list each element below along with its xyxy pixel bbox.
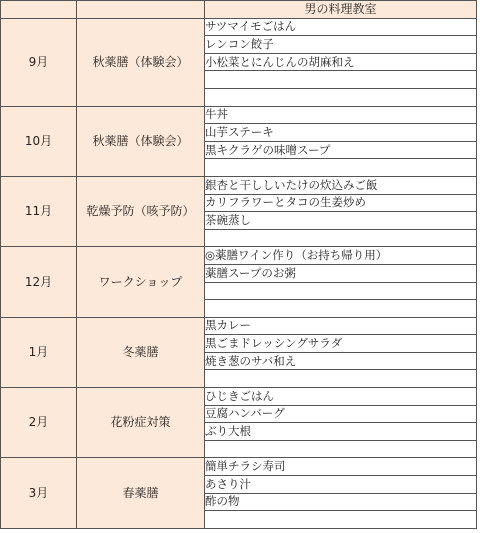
dish-cell: ◎薬膳ワイン作り（お持ち帰り用） — [205, 247, 477, 265]
dish-cell: 黒ごまドレッシングサラダ — [205, 335, 477, 353]
dish-cell — [205, 229, 477, 247]
dish-cell: ひじきごはん — [205, 388, 477, 406]
theme-cell: 春薬膳 — [77, 458, 205, 528]
theme-cell: 花粉症対策 — [77, 388, 205, 458]
dish-cell: 黒キクラゲの味噌スープ — [205, 141, 477, 159]
theme-cell: 乾燥予防（咳予防） — [77, 176, 205, 246]
dish-cell: カリフラワーとタコの生姜炒め — [205, 194, 477, 212]
dish-cell: 簡単チラシ寿司 — [205, 458, 477, 476]
dish-cell — [205, 440, 477, 458]
dish-cell — [205, 71, 477, 89]
month-cell: 12月 — [1, 247, 77, 317]
dish-cell: 焼き葱のサバ和え — [205, 352, 477, 370]
dish-cell: 茶碗蒸し — [205, 212, 477, 230]
header-blank-month — [1, 1, 77, 19]
class-title: 男の料理教室 — [205, 1, 477, 19]
dish-cell: 酢の物 — [205, 493, 477, 511]
dish-cell: あさり汁 — [205, 476, 477, 494]
dish-row — [1, 176, 477, 194]
dish-cell: 豆腐ハンバーグ — [205, 405, 477, 423]
dish-row — [1, 106, 477, 124]
schedule-body — [1, 1, 477, 529]
header-row — [1, 1, 477, 19]
dish-cell — [205, 370, 477, 388]
dish-cell: 黒カレー — [205, 317, 477, 335]
dish-row — [1, 18, 477, 36]
theme-cell: 秋薬膳（体験会） — [77, 106, 205, 176]
month-cell: 9月 — [1, 18, 77, 106]
dish-cell: 薬膳スープのお粥 — [205, 264, 477, 282]
dish-row — [1, 247, 477, 265]
theme-cell: ワークショップ — [77, 247, 205, 317]
month-cell: 1月 — [1, 317, 77, 387]
dish-cell — [205, 88, 477, 106]
dish-cell: サツマイモごはん — [205, 18, 477, 36]
dish-cell — [205, 282, 477, 300]
month-cell: 3月 — [1, 458, 77, 528]
dish-cell: ぶり大根 — [205, 423, 477, 441]
header-blank-theme — [77, 1, 205, 19]
dish-row — [1, 388, 477, 406]
month-cell: 2月 — [1, 388, 77, 458]
dish-cell: 牛丼 — [205, 106, 477, 124]
dish-cell: レンコン餃子 — [205, 36, 477, 54]
dish-cell: 銀杏と干ししいたけの炊込みご飯 — [205, 176, 477, 194]
theme-cell: 秋薬膳（体験会） — [77, 18, 205, 106]
theme-cell: 冬薬膳 — [77, 317, 205, 387]
dish-cell — [205, 300, 477, 318]
dish-cell — [205, 159, 477, 177]
dish-cell — [205, 511, 477, 529]
dish-row — [1, 317, 477, 335]
dish-cell: 小松菜とにんじんの胡麻和え — [205, 53, 477, 71]
dish-cell: 山芋ステーキ — [205, 124, 477, 142]
dish-row — [1, 458, 477, 476]
month-cell: 10月 — [1, 106, 77, 176]
month-cell: 11月 — [1, 176, 77, 246]
